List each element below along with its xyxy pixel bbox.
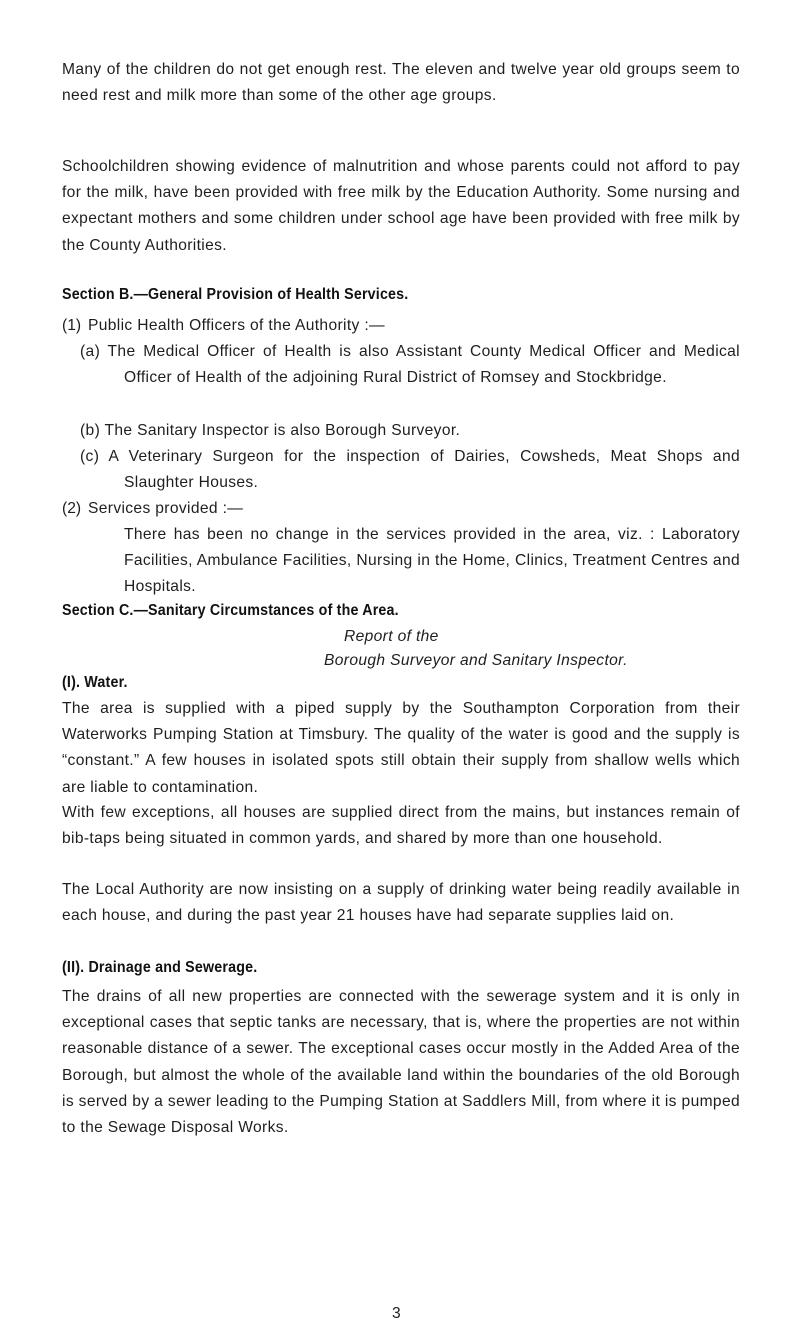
water-paragraph-1: The area is supplied with a piped supply by the Southampton Corporation from their Waterworks Pumping Station at Timsbury. The quality of the water is good and the supply is “constant.” A few houses in isolated spots still obtain their supply from shallow wells which are liable to contamination. [62,700,740,796]
section-b-heading: Section B.—General Provision of Health Services. [62,286,409,303]
item-1-number: (1) [62,317,82,334]
report-line-2: Borough Surveyor and Sanitary Inspector. [324,652,628,669]
report-line-1: Report of the [344,628,439,645]
water-paragraph-3: The Local Authority are now insisting on a supply of drinking water being readily available in each house, and during the past year 21 houses have had separate supplies laid on. [62,881,740,925]
water-paragraph-2: With few exceptions, all houses are supplied direct from the mains, but instances remain of bib-taps being situated in common yards, and shared by more than one household. [62,804,740,848]
item-2-number: (2) [62,500,82,517]
item-2-body: There has been no change in the services provided in the area, viz. : Laboratory Facilities, Ambulance Facilities, Nursing in the Home, Clinics, Treatment Centres and Hospitals. [124,526,740,596]
drainage-heading: (II). Drainage and Sewerage. [62,959,258,976]
item-1a: (a) The Medical Officer of Health is also Assistant County Medical Officer and Medical Officer of Health of the adjoining Rural District of Romsey and Stockbridge. [80,343,740,387]
item-1c: (c) A Veterinary Surgeon for the inspection of Dairies, Cowsheds, Meat Shops and Slaughter Houses. [80,448,740,492]
paragraph-free-milk: Schoolchildren showing evidence of malnutrition and whose parents could not afford to pay for the milk, have been provided with free milk by the Education Authority. Some nursing and expectant mothers and some children under school age have been provided with free milk by the County Authorities. [62,158,740,254]
item-2-text: Services provided :— [88,500,244,517]
paragraph-rest: Many of the children do not get enough rest. The eleven and twelve year old groups seem to need rest and milk more than some of the other age groups. [62,61,740,105]
drainage-paragraph: The drains of all new properties are connected with the sewerage system and it is only in exceptional cases that septic tanks are necessary, that is, where the properties are not within reasonable distance of a sewer. The exceptional cases occur mostly in the Added Area of the Borough, but almost the whole of the available land within the boundaries of the old Borough is served by a sewer leading to the Pumping Station at Saddlers Mill, from where it is pumped to the Sewage Disposal Works. [62,988,740,1137]
item-1b: (b) The Sanitary Inspector is also Borough Surveyor. [80,422,461,439]
section-c-heading: Section C.—Sanitary Circumstances of the Area. [62,602,399,619]
page-number: 3 [392,1305,401,1322]
item-1-text: Public Health Officers of the Authority :— [88,317,385,334]
water-heading: (I). Water. [62,674,128,691]
